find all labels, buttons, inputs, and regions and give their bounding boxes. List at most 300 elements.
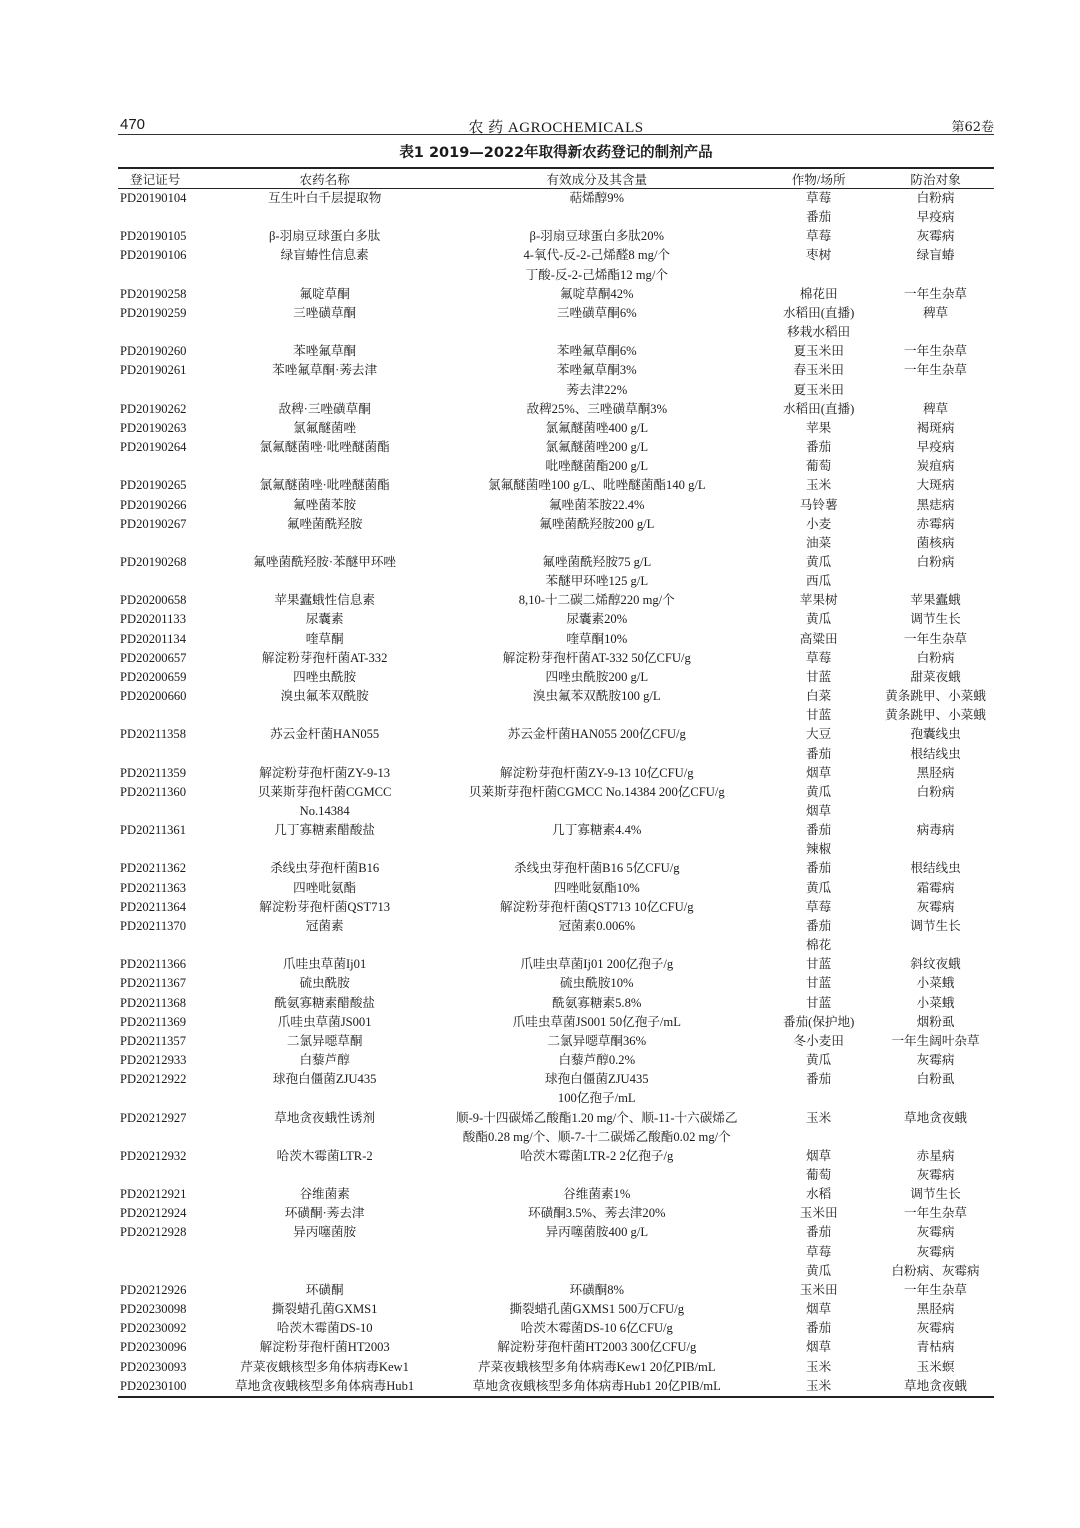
registration-number-cell	[118, 381, 216, 400]
target-cell: 草地贪夜蛾	[877, 1377, 994, 1397]
active-ingredient-cell: 解淀粉芽孢杆菌HT2003 300亿CFU/g	[497, 1340, 697, 1355]
active-ingredient-cell	[433, 840, 760, 859]
active-ingredient-cell: 冠菌素0.006%	[558, 918, 636, 933]
pesticide-name-cell: 环磺酮·莠去津	[284, 1206, 365, 1221]
table-row	[118, 572, 994, 591]
table-row	[118, 496, 994, 515]
registration-number-cell: PD20201133	[120, 612, 187, 627]
crop-cell: 冬小麦田	[793, 1033, 844, 1048]
table-row	[118, 1358, 994, 1377]
crop-cell: 草莓	[806, 899, 832, 914]
table-row	[118, 1338, 994, 1357]
target-cell: 白粉病	[916, 650, 955, 665]
target-cell: 霜霉病	[916, 880, 955, 895]
active-ingredient-cell: 氯氟醚菌唑200 g/L	[545, 440, 649, 455]
pesticide-name-cell: 苯唑氟草酮	[293, 344, 357, 359]
table-row	[118, 1070, 994, 1089]
active-ingredient-cell: 杀线虫芽孢杆菌B16 5亿CFU/g	[514, 861, 680, 876]
table-row	[118, 1089, 994, 1108]
active-ingredient-cell	[433, 802, 760, 821]
active-ingredient-cell	[433, 936, 760, 955]
table-row	[118, 630, 994, 649]
table-header-row	[118, 168, 994, 189]
registration-number-cell: PD20211357	[120, 1033, 187, 1048]
crop-cell: 玉米	[806, 1359, 832, 1374]
target-cell	[877, 936, 994, 955]
active-ingredient-cell: 四唑虫酰胺200 g/L	[545, 669, 649, 684]
crop-cell: 甘蓝	[806, 976, 832, 991]
pesticide-name-cell: 谷维菌素	[299, 1187, 350, 1202]
table-row	[118, 1128, 994, 1147]
active-ingredient-cell: 爪哇虫草菌Ij01 200亿孢子/g	[520, 957, 674, 972]
crop-cell: 葡萄	[806, 459, 832, 474]
pesticide-name-cell	[216, 936, 433, 955]
active-ingredient-cell: 100亿孢子/mL	[557, 1091, 636, 1106]
table-row	[118, 1243, 994, 1262]
volume-label: 第62卷	[951, 120, 994, 135]
active-ingredient-cell: 哈茨木霉菌LTR-2 2亿孢子/g	[520, 1148, 674, 1163]
crop-cell: 葡萄	[806, 1167, 832, 1182]
table-row	[118, 381, 994, 400]
active-ingredient-cell: 芹菜夜蛾核型多角体病毒Kew1 20亿PIB/mL	[478, 1359, 716, 1374]
registration-number-cell: PD20230093	[120, 1359, 187, 1374]
registration-number-cell: PD20190264	[120, 440, 187, 455]
active-ingredient-cell: 草地贪夜蛾核型多角体病毒Hub1 20亿PIB/mL	[433, 1377, 760, 1397]
pesticide-name-cell: 互生叶白千层提取物	[267, 191, 382, 205]
registration-number-cell	[118, 1243, 216, 1262]
pesticide-name-cell	[216, 534, 433, 553]
table-row	[118, 649, 994, 668]
registration-number-cell: PD20212921	[120, 1187, 187, 1202]
active-ingredient-cell: 4-氧代-反-2-己烯醛8 mg/个	[523, 248, 671, 263]
registration-number-cell: PD20200659	[120, 669, 187, 684]
registration-number-cell: PD20211362	[120, 861, 187, 876]
table-caption: 表1 2019—2022年取得新农药登记的制剂产品	[399, 145, 713, 161]
table-row	[118, 419, 994, 438]
crop-cell: 小麦	[806, 516, 832, 531]
active-ingredient-cell: 环磺酮3.5%、莠去津20%	[528, 1206, 666, 1221]
active-ingredient-cell: 氟啶草酮42%	[560, 286, 634, 301]
table-body	[118, 189, 994, 1397]
registration-number-cell: PD20190267	[120, 516, 187, 531]
pesticide-name-cell	[216, 1262, 433, 1281]
crop-cell	[760, 1128, 877, 1147]
pesticide-name-cell: No.14384	[299, 804, 350, 818]
table-row	[118, 438, 994, 457]
target-cell: 白粉病	[916, 191, 955, 205]
table-row	[118, 1013, 994, 1032]
registration-number-cell	[118, 266, 216, 285]
table-row	[118, 898, 994, 917]
active-ingredient-cell: 苯唑氟草酮3%	[556, 363, 637, 378]
target-cell: 草地贪夜蛾	[904, 1110, 968, 1125]
target-cell: 一年生杂草	[904, 344, 968, 359]
target-cell: 小菜蛾	[916, 995, 955, 1010]
registration-number-cell: PD20230092	[120, 1321, 187, 1336]
crop-cell: 西瓜	[806, 574, 832, 589]
active-ingredient-cell: 哈茨木霉菌DS-10 6亿CFU/g	[520, 1321, 673, 1336]
active-ingredient-cell: 二氯异噁草酮36%	[547, 1033, 647, 1048]
pesticide-name-cell: 酰氨寡糖素醋酸盐	[274, 995, 376, 1010]
registration-number-cell: PD20211358	[120, 727, 187, 742]
table-row	[118, 591, 994, 610]
registration-number-cell: PD20200660	[120, 689, 187, 704]
table-row	[118, 668, 994, 687]
active-ingredient-cell: 苯醚甲环唑125 g/L	[545, 574, 649, 589]
registration-number-cell: PD20190104	[120, 191, 187, 205]
active-ingredient-cell: 贝莱斯芽孢杆菌CGMCC No.14384 200亿CFU/g	[468, 784, 725, 799]
target-cell: 菌核病	[916, 535, 955, 550]
pesticide-name-cell	[216, 1089, 433, 1108]
pesticide-name-cell	[216, 457, 433, 476]
crop-cell: 白菜	[806, 689, 832, 704]
table-row	[118, 936, 994, 955]
pesticide-name-cell: 撕裂蜡孔菌GXMS1	[271, 1302, 378, 1317]
crop-cell: 苹果	[806, 420, 832, 435]
active-ingredient-cell: 8,10-十二碳二烯醇220 mg/个	[518, 593, 675, 608]
registration-number-cell	[118, 936, 216, 955]
target-cell	[877, 266, 994, 285]
target-cell: 灰霉病	[916, 1053, 955, 1068]
table-row	[118, 266, 994, 285]
crop-cell: 番茄	[806, 918, 832, 933]
target-cell: 病毒病	[916, 823, 955, 838]
active-ingredient-cell	[433, 208, 760, 227]
pesticide-name-cell: 苏云金杆菌HAN055	[270, 727, 380, 742]
target-cell: 黄条跳甲、小菜蛾	[885, 708, 986, 723]
pesticide-name-cell: 白藜芦醇	[299, 1053, 350, 1068]
table-row	[118, 1377, 994, 1397]
table-row	[118, 764, 994, 783]
pesticide-name-cell: 三唑磺草酮	[293, 305, 357, 320]
registration-number-cell: PD20200658	[120, 593, 187, 608]
active-ingredient-cell	[433, 745, 760, 764]
crop-cell: 烟草	[806, 765, 832, 780]
active-ingredient-cell	[433, 1243, 760, 1262]
table-row	[118, 706, 994, 725]
active-ingredient-cell: 尿囊素20%	[566, 612, 628, 627]
active-ingredient-cell: 丁酸-反-2-己烯酯12 mg/个	[525, 267, 668, 282]
target-cell: 白粉病	[916, 784, 955, 799]
pesticide-name-cell: 贝莱斯芽孢杆菌CGMCC	[257, 784, 392, 799]
active-ingredient-cell	[433, 323, 760, 342]
header-crop: 作物/场所	[760, 168, 877, 189]
crop-cell: 黄瓜	[806, 880, 832, 895]
crop-cell: 番茄	[806, 1225, 832, 1240]
table-row	[118, 515, 994, 534]
registration-number-cell: PD20212928	[120, 1225, 187, 1240]
table-row	[118, 1300, 994, 1319]
registration-number-cell	[118, 1262, 216, 1281]
crop-cell: 油菜	[806, 535, 832, 550]
target-cell: 玉米螟	[916, 1359, 955, 1374]
registration-number-cell	[118, 208, 216, 227]
pesticide-name-cell: 环磺酮	[305, 1282, 344, 1297]
pesticide-name-cell: 四唑虫酰胺	[293, 669, 357, 684]
target-cell: 一年生杂草	[904, 1206, 968, 1221]
target-cell: 根结线虫	[910, 861, 961, 876]
crop-cell: 黄瓜	[806, 784, 832, 799]
active-ingredient-cell: 苯唑氟草酮6%	[556, 344, 637, 359]
target-cell: 孢囊线虫	[910, 727, 961, 742]
active-ingredient-cell: 球孢白僵菌ZJU435	[544, 1072, 649, 1087]
registration-number-cell: PD20211370	[120, 918, 187, 933]
registration-number-cell: PD20211361	[120, 823, 187, 838]
registration-number-cell	[118, 1166, 216, 1185]
target-cell: 一年生阔叶杂草	[891, 1033, 980, 1048]
table-row	[118, 1166, 994, 1185]
active-ingredient-cell: 氟唑菌酰羟胺200 g/L	[539, 516, 655, 531]
registration-number-cell	[118, 1089, 216, 1108]
target-cell: 调节生长	[910, 612, 961, 627]
crop-cell: 棉花	[806, 938, 832, 953]
target-cell: 早疫病	[916, 210, 955, 225]
target-cell: 白粉虱	[916, 1072, 955, 1087]
table-row	[118, 1109, 994, 1128]
target-cell: 斜纹夜蛾	[910, 957, 961, 972]
crop-cell: 黄瓜	[806, 554, 832, 569]
pesticide-name-cell: 溴虫氟苯双酰胺	[280, 689, 369, 704]
crop-cell: 甘蓝	[806, 957, 832, 972]
table-row	[118, 189, 994, 209]
pesticide-name-cell: 杀线虫芽孢杆菌B16	[270, 861, 380, 876]
registration-number-cell: PD20190105	[120, 229, 187, 244]
crop-cell: 草莓	[806, 1244, 832, 1259]
target-cell: 稗草	[922, 305, 949, 320]
registration-number-cell: PD20212933	[120, 1053, 187, 1068]
registration-number-cell: PD20211364	[120, 899, 187, 914]
crop-cell: 番茄	[806, 861, 832, 876]
page-number: 470	[120, 116, 146, 133]
registration-number-cell	[118, 323, 216, 342]
target-cell: 小菜蛾	[916, 976, 955, 991]
pesticide-name-cell: 氯氟醚菌唑·吡唑醚菌酯	[259, 478, 390, 493]
crop-cell: 烟草	[806, 804, 832, 818]
active-ingredient-cell: 谷维菌素1%	[563, 1187, 631, 1202]
registration-number-cell: PD20211367	[120, 976, 187, 991]
registration-number-cell: PD20190261	[120, 363, 187, 378]
crop-cell: 黄瓜	[806, 1053, 832, 1068]
target-cell	[877, 323, 994, 342]
pesticide-name-cell: 四唑吡氨酯	[293, 880, 357, 895]
target-cell: 一年生杂草	[904, 1282, 968, 1297]
table-row	[118, 208, 994, 227]
table-row	[118, 1204, 994, 1223]
crop-cell	[760, 266, 877, 285]
target-cell	[877, 381, 994, 400]
table-row	[118, 1032, 994, 1051]
active-ingredient-cell: 撕裂蜡孔菌GXMS1 500万CFU/g	[509, 1302, 685, 1317]
target-cell: 青枯病	[916, 1340, 955, 1355]
crop-cell: 烟草	[806, 1148, 832, 1163]
target-cell: 调节生长	[910, 1187, 961, 1202]
registration-number-cell: PD20190263	[120, 420, 187, 435]
target-cell: 灰霉病	[916, 1225, 955, 1240]
table-row	[118, 1223, 994, 1242]
target-cell: 黄条跳甲、小菜蛾	[885, 689, 986, 704]
active-ingredient-cell: 酸酯0.28 mg/个、顺-7-十二碳烯乙酸酯0.02 mg/个	[462, 1129, 731, 1144]
registration-number-cell	[118, 572, 216, 591]
table-row	[118, 323, 994, 342]
registration-number-cell: PD20211369	[120, 1014, 187, 1029]
crop-cell: 番茄	[806, 210, 832, 225]
target-cell: 黑胫病	[916, 1302, 955, 1317]
table-row	[118, 227, 994, 246]
pesticide-name-cell	[216, 381, 433, 400]
registration-number-cell: PD20212922	[120, 1072, 187, 1087]
active-ingredient-cell: 酰氨寡糖素5.8%	[552, 995, 642, 1010]
crop-cell: 烟草	[806, 1340, 832, 1355]
pesticide-name-cell: β-羽扇豆球蛋白多肽	[268, 229, 381, 244]
active-ingredient-cell: 爪哇虫草菌JS001 50亿孢子/mL	[512, 1014, 681, 1029]
registration-number-cell: PD20190268	[120, 554, 187, 569]
target-cell	[877, 840, 994, 859]
table-row	[118, 1147, 994, 1166]
crop-cell: 番茄(保护地)	[782, 1014, 855, 1029]
crop-cell: 甘蓝	[806, 995, 832, 1010]
crop-cell: 黄瓜	[806, 612, 832, 627]
active-ingredient-cell: 敌稗25%、三唑磺草酮3%	[526, 401, 668, 416]
crop-cell: 马铃薯	[799, 497, 838, 512]
pesticide-name-cell: 冠菌素	[305, 918, 344, 933]
pesticide-name-cell: 解淀粉芽孢杆菌AT-332	[261, 650, 388, 665]
target-cell: 灰霉病	[916, 1321, 955, 1336]
crop-cell: 番茄	[806, 440, 832, 455]
pesticide-name-cell: 芹菜夜蛾核型多角体病毒Kew1	[240, 1359, 409, 1374]
pesticide-name-cell: 喹草酮	[305, 631, 344, 646]
pesticide-name-cell: 氯氟醚菌唑·吡唑醚菌酯	[259, 440, 390, 455]
target-cell: 白粉病	[916, 554, 955, 569]
header-registration-number: 登记证号	[118, 168, 216, 189]
registration-number-cell: PD20230100	[118, 1377, 216, 1397]
target-cell: 黑痣病	[916, 497, 955, 512]
pesticide-name-cell: 解淀粉芽孢杆菌QST713	[259, 899, 391, 914]
active-ingredient-cell: 几丁寡糖素4.4%	[552, 823, 642, 838]
registration-number-cell: PD20211366	[120, 957, 187, 972]
target-cell: 烟粉虱	[916, 1014, 955, 1029]
target-cell: 褐斑病	[916, 420, 955, 435]
pesticide-name-cell: 氯氟醚菌唑	[293, 420, 357, 435]
pesticide-name-cell: 硫虫酰胺	[299, 976, 350, 991]
registration-number-cell	[118, 840, 216, 859]
target-cell: 灰霉病	[916, 1244, 955, 1259]
pesticide-name-cell: 氟啶草酮	[299, 286, 350, 301]
active-ingredient-cell: 四唑吡氨酯10%	[553, 880, 640, 895]
target-cell	[877, 802, 994, 821]
crop-cell: 草莓	[806, 229, 832, 244]
active-ingredient-cell: 吡唑醚菌酯200 g/L	[545, 459, 649, 474]
table-row	[118, 361, 994, 380]
target-cell: 一年生杂草	[904, 286, 968, 301]
registration-number-cell	[118, 745, 216, 764]
crop-cell: 辣椒	[806, 842, 832, 857]
pesticide-name-cell: 几丁寡糖素醋酸盐	[274, 823, 376, 838]
registration-table	[118, 167, 994, 1398]
pesticide-name-cell: 异丙噻菌胺	[293, 1225, 357, 1240]
table-row	[118, 285, 994, 304]
target-cell: 炭疽病	[916, 459, 955, 474]
pesticide-name-cell: 爪哇虫草菌Ij01	[283, 957, 367, 972]
registration-number-cell: PD20211368	[120, 995, 187, 1010]
target-cell: 灰霉病	[916, 899, 955, 914]
crop-cell: 枣树	[806, 248, 832, 263]
pesticide-name-cell: 二氯异噁草酮	[286, 1033, 363, 1048]
table-row	[118, 994, 994, 1013]
target-cell: 一年生杂草	[904, 363, 968, 378]
target-cell: 早疫病	[916, 440, 955, 455]
table-row	[118, 610, 994, 629]
header-target: 防治对象	[877, 168, 994, 189]
table-row	[118, 687, 994, 706]
pesticide-name-cell: 解淀粉芽孢杆菌HT2003	[259, 1340, 390, 1355]
crop-cell: 甘蓝	[806, 669, 832, 684]
pesticide-name-cell: 尿囊素	[305, 612, 344, 627]
crop-cell: 番茄	[806, 823, 832, 838]
table-row	[118, 400, 994, 419]
target-cell: 绿盲蝽	[916, 248, 955, 263]
crop-cell: 高粱田	[799, 631, 838, 646]
crop-cell: 夏玉米田	[793, 382, 844, 397]
active-ingredient-cell: 氟唑菌酰羟胺75 g/L	[542, 554, 652, 569]
table-row	[118, 457, 994, 476]
crop-cell: 番茄	[806, 746, 832, 761]
journal-title: 农 药 AGROCHEMICALS	[468, 120, 644, 136]
crop-cell: 玉米田	[799, 1282, 838, 1297]
registration-number-cell: PD20212924	[120, 1206, 187, 1221]
table-row	[118, 553, 994, 572]
target-cell: 一年生杂草	[904, 631, 968, 646]
pesticide-name-cell	[216, 323, 433, 342]
pesticide-name-cell	[216, 208, 433, 227]
pesticide-name-cell: 草地贪夜蛾性诱剂	[274, 1110, 376, 1125]
table-row	[118, 246, 994, 265]
active-ingredient-cell: 萜烯醇9%	[569, 191, 625, 205]
active-ingredient-cell	[433, 706, 760, 725]
table-row	[118, 917, 994, 936]
pesticide-name-cell: 爪哇虫草菌JS001	[277, 1014, 372, 1029]
table-row	[118, 534, 994, 553]
crop-cell: 草莓	[806, 650, 832, 665]
registration-number-cell: PD20190259	[120, 305, 187, 320]
target-cell: 甜菜夜蛾	[910, 669, 961, 684]
table-row	[118, 304, 994, 323]
registration-number-cell: PD20190258	[120, 286, 187, 301]
registration-number-cell: PD20230096	[120, 1340, 187, 1355]
target-cell: 赤霉病	[916, 516, 955, 531]
table-row	[118, 783, 994, 802]
target-cell	[877, 1089, 994, 1108]
pesticide-name-cell	[216, 1166, 433, 1185]
table-row	[118, 821, 994, 840]
registration-number-cell: PD20212932	[120, 1148, 187, 1163]
registration-number-cell: PD20190262	[120, 401, 187, 416]
crop-cell	[760, 1089, 877, 1108]
crop-cell: 春玉米田	[793, 363, 844, 378]
registration-number-cell	[118, 706, 216, 725]
active-ingredient-cell: 顺-9-十四碳烯乙酸酯1.20 mg/个、顺-11-十六碳烯乙	[456, 1110, 738, 1125]
header-pesticide-name: 农药名称	[216, 168, 433, 189]
active-ingredient-cell: 氟唑菌苯胺22.4%	[549, 497, 645, 512]
registration-number-cell: PD20211360	[120, 784, 187, 799]
running-head	[118, 112, 994, 134]
pesticide-name-cell: 哈茨木霉菌DS-10	[276, 1321, 373, 1336]
registration-number-cell: PD20190260	[120, 344, 187, 359]
crop-cell: 黄瓜	[806, 1263, 832, 1278]
table-row	[118, 1051, 994, 1070]
registration-number-cell: PD20212926	[120, 1282, 187, 1297]
pesticide-name-cell: 敌稗·三唑磺草酮	[278, 401, 371, 416]
table-row	[118, 840, 994, 859]
